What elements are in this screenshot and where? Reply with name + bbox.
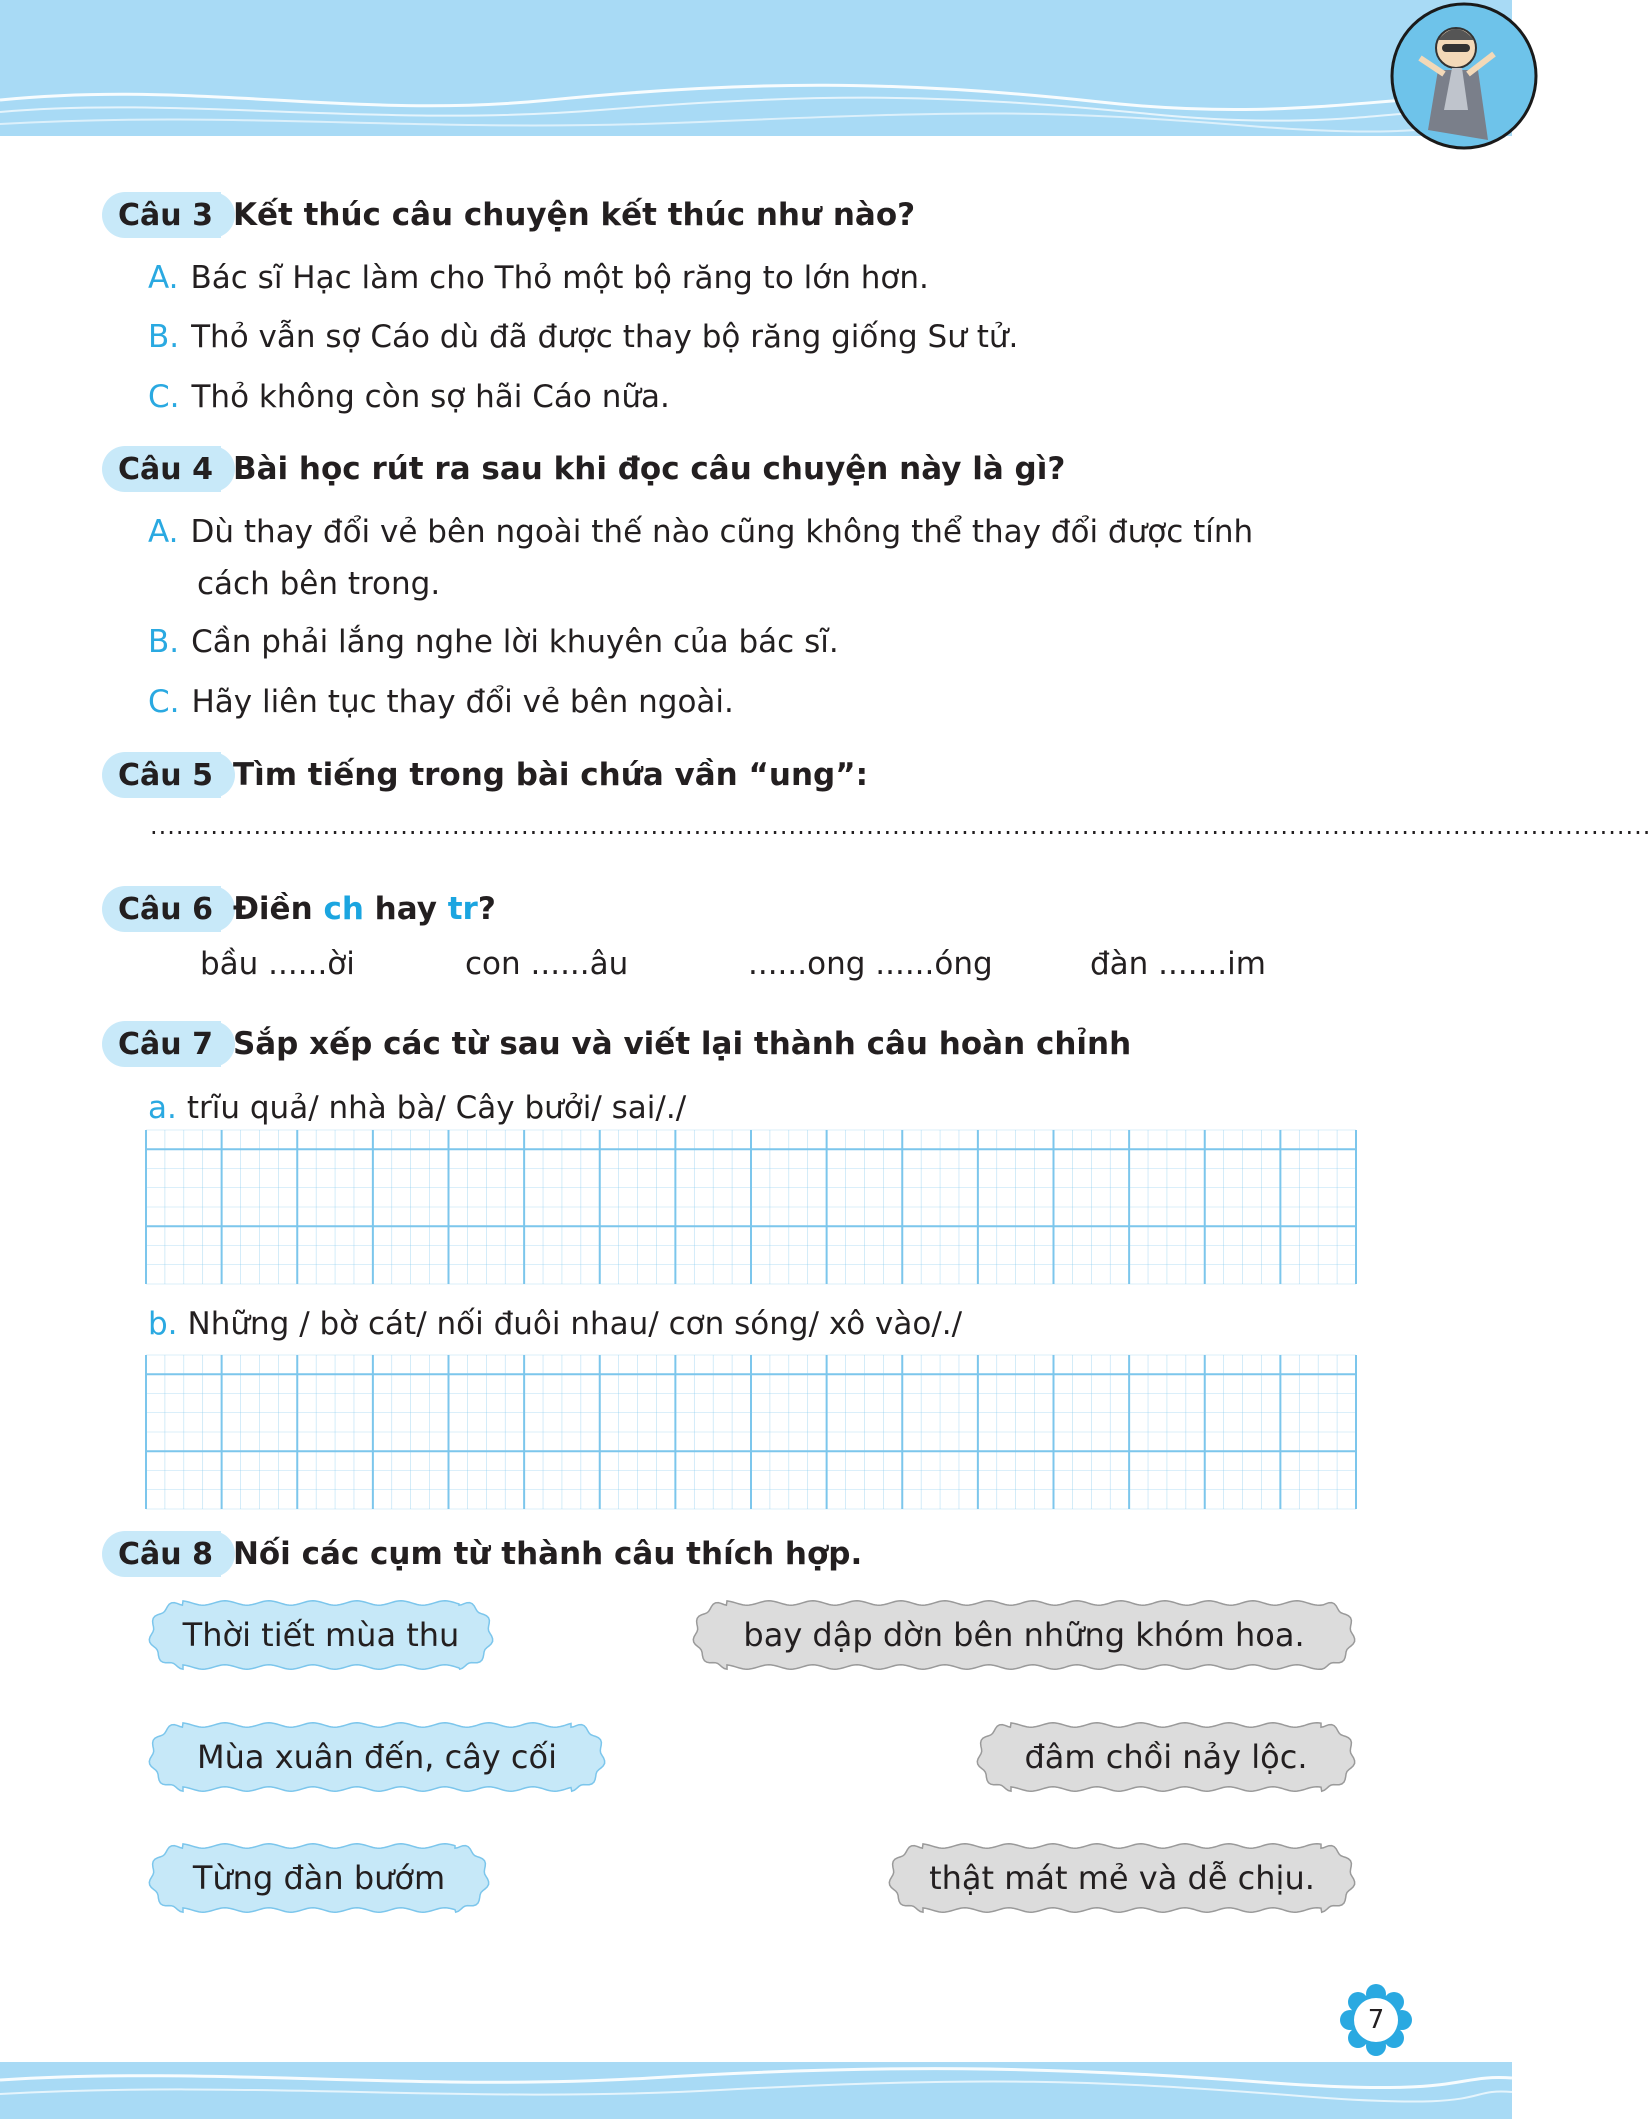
header-band	[0, 0, 1512, 136]
question-7-part-a: a. trĩu quả/ nhà bà/ Cây bưởi/ sai/./	[148, 1090, 687, 1126]
question-8-title: Nối các cụm từ thành câu thích hợp.	[232, 1536, 863, 1572]
fill-item-3[interactable]: ......ong ......óng	[748, 946, 993, 982]
question-4-label: Câu 4	[102, 446, 221, 492]
question-8-label: Câu 8	[102, 1531, 221, 1577]
question-7-label: Câu 7	[102, 1021, 221, 1067]
question-4-option-c: C. Hãy liên tục thay đổi vẻ bên ngoài.	[148, 684, 734, 720]
question-6-header	[102, 886, 496, 932]
match-right-3[interactable]: thật mát mẻ và dễ chịu.	[888, 1843, 1356, 1913]
match-left-3[interactable]: Từng đàn bướm	[148, 1843, 490, 1913]
question-3-option-a: A. Bác sĩ Hạc làm cho Thỏ một bộ răng to lớn hơn.	[148, 260, 929, 296]
question-4-title: Bài học rút ra sau khi đọc câu chuyện này là gì?	[232, 451, 1066, 487]
question-3-label: Câu 3	[102, 192, 221, 238]
question-7-header	[102, 1021, 1131, 1067]
writing-grid-a[interactable]	[146, 1130, 1356, 1284]
footer-band	[0, 2062, 1512, 2119]
question-6-label: Câu 6	[102, 886, 221, 932]
question-5-header	[102, 752, 868, 798]
match-right-1[interactable]: bay dập dờn bên những khóm hoa.	[692, 1600, 1356, 1670]
fill-item-2[interactable]: con ......âu	[465, 946, 629, 982]
answer-dotted-line[interactable]: ..............................................................................................................................................................................	[150, 812, 1651, 840]
question-7-part-b: b. Những / bờ cát/ nối đuôi nhau/ cơn sóng/ xô vào/./	[148, 1306, 963, 1342]
question-4-option-a: A. Dù thay đổi vẻ bên ngoài thế nào cũng không thể thay đổi được tính	[148, 514, 1254, 550]
question-4-option-a-continued: cách bên trong.	[197, 566, 441, 602]
page-number: 7	[1367, 2005, 1385, 2035]
question-4-header	[102, 446, 1065, 492]
writing-grid-b[interactable]	[146, 1355, 1356, 1509]
fill-item-4[interactable]: đàn .......im	[1090, 946, 1266, 982]
fill-item-1[interactable]: bầu ......ời	[200, 946, 355, 982]
question-3-header	[102, 192, 915, 238]
superhero-mascot-icon	[1368, 0, 1512, 152]
page-number-badge	[1340, 1984, 1412, 2056]
match-left-1[interactable]: Thời tiết mùa thu	[148, 1600, 494, 1670]
question-3-option-b: B. Thỏ vẫn sợ Cáo dù đã được thay bộ răng giống Sư tử.	[148, 319, 1019, 355]
question-8-header	[102, 1531, 862, 1577]
question-4-option-b: B. Cần phải lắng nghe lời khuyên của bác sĩ.	[148, 624, 839, 660]
question-5-title: Tìm tiếng trong bài chứa vần “ung”:	[232, 757, 868, 793]
match-right-2[interactable]: đâm chồi nảy lộc.	[976, 1722, 1356, 1792]
question-6-title: Điền ch hay tr?	[232, 891, 496, 927]
question-5-label: Câu 5	[102, 752, 221, 798]
question-3-title: Kết thúc câu chuyện kết thúc như nào?	[232, 197, 916, 233]
question-3-option-c: C. Thỏ không còn sợ hãi Cáo nữa.	[148, 379, 670, 415]
question-7-title: Sắp xếp các từ sau và viết lại thành câu hoàn chỉnh	[232, 1026, 1132, 1062]
match-left-2[interactable]: Mùa xuân đến, cây cối	[148, 1722, 606, 1792]
